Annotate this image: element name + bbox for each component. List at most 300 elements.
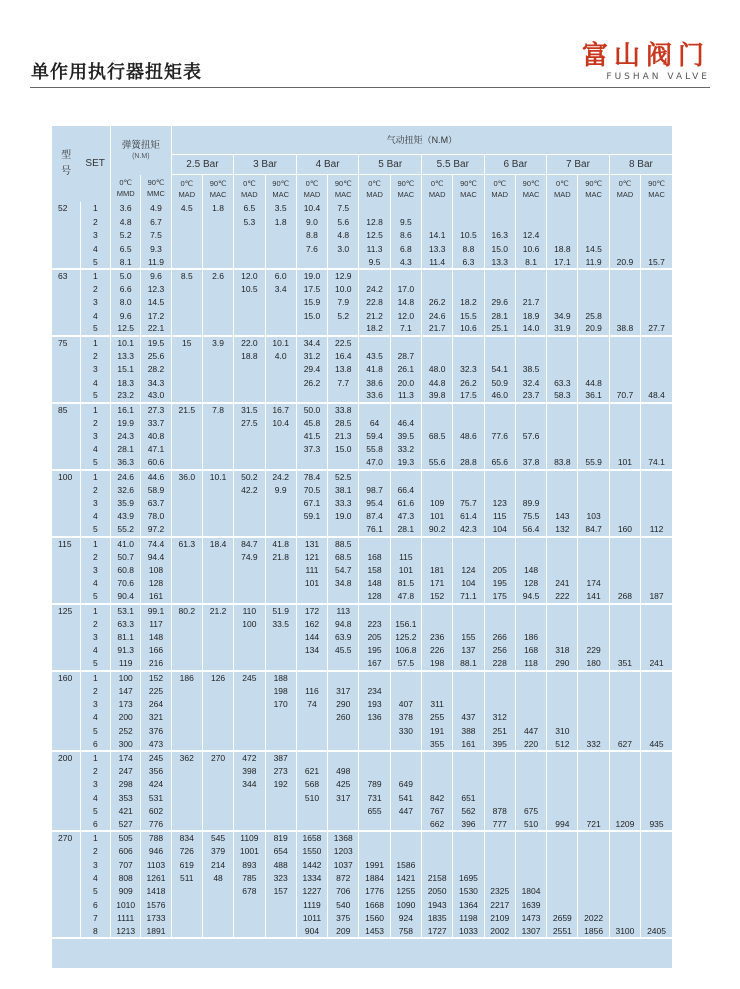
torque-cell: 4.8 xyxy=(328,229,359,242)
torque-cell: 1209 xyxy=(609,818,640,831)
torque-cell: 228 xyxy=(484,657,515,670)
torque-cell: 43.9 xyxy=(111,510,141,523)
torque-cell: 115 xyxy=(390,550,421,563)
torque-cell xyxy=(171,590,202,603)
torque-cell: 545 xyxy=(202,831,233,844)
torque-cell: 268 xyxy=(609,590,640,603)
torque-cell: 4.0 xyxy=(265,349,296,362)
torque-cell xyxy=(453,336,484,349)
torque-cell: 22.1 xyxy=(141,323,171,336)
torque-cell: 353 xyxy=(111,791,141,804)
torque-cell: 168 xyxy=(359,550,390,563)
torque-cell xyxy=(422,537,453,550)
torque-cell: 18.3 xyxy=(111,376,141,389)
torque-cell: 152 xyxy=(141,671,171,684)
torque-cell xyxy=(265,456,296,469)
torque-cell: 721 xyxy=(578,818,609,831)
torque-cell: 70.7 xyxy=(609,389,640,402)
torque-cell xyxy=(609,483,640,496)
table-row xyxy=(52,898,672,911)
torque-cell: 61.3 xyxy=(171,537,202,550)
torque-cell xyxy=(609,751,640,764)
torque-cell: 2158 xyxy=(422,872,453,885)
torque-cell xyxy=(296,590,327,603)
torque-cell: 74.4 xyxy=(141,537,171,550)
torque-cell xyxy=(422,684,453,697)
torque-cell xyxy=(265,724,296,737)
torque-cell: 2022 xyxy=(578,912,609,925)
torque-cell xyxy=(234,925,265,938)
torque-cell xyxy=(296,657,327,670)
torque-cell: 81.5 xyxy=(390,577,421,590)
torque-cell xyxy=(641,202,672,215)
torque-cell xyxy=(641,858,672,871)
torque-cell xyxy=(547,537,578,550)
torque-cell xyxy=(265,309,296,322)
torque-cell xyxy=(234,791,265,804)
torque-cell: 200 xyxy=(111,711,141,724)
torque-cell xyxy=(547,443,578,456)
torque-cell: 808 xyxy=(111,872,141,885)
table-row xyxy=(52,456,672,469)
table-row xyxy=(52,631,672,644)
torque-cell xyxy=(171,523,202,536)
torque-cell: 175 xyxy=(484,590,515,603)
torque-cell xyxy=(265,363,296,376)
header-divider xyxy=(30,87,710,88)
set-cell: 3 xyxy=(80,564,110,577)
torque-cell xyxy=(484,845,515,858)
torque-cell: 28.8 xyxy=(453,456,484,469)
torque-cell xyxy=(265,898,296,911)
torque-cell xyxy=(515,550,546,563)
torque-cell: 16.3 xyxy=(484,229,515,242)
torque-cell xyxy=(578,751,609,764)
torque-cell: 24.6 xyxy=(422,309,453,322)
set-cell: 2 xyxy=(80,617,110,630)
column-subheader: 0℃ MAD xyxy=(484,175,515,203)
torque-cell: 7.1 xyxy=(390,323,421,336)
torque-cell: 1001 xyxy=(234,845,265,858)
torque-cell: 25.1 xyxy=(484,323,515,336)
torque-cell: 34.4 xyxy=(296,336,327,349)
torque-cell: 1111 xyxy=(111,912,141,925)
torque-cell: 46.0 xyxy=(484,389,515,402)
torque-cell: 13.8 xyxy=(328,363,359,376)
table-row xyxy=(52,416,672,429)
torque-cell: 167 xyxy=(359,657,390,670)
torque-cell: 14.5 xyxy=(578,242,609,255)
torque-cell: 40.8 xyxy=(141,430,171,443)
torque-cell: 4.5 xyxy=(171,202,202,215)
torque-cell xyxy=(609,858,640,871)
torque-cell: 1255 xyxy=(390,885,421,898)
torque-cell: 10.0 xyxy=(328,282,359,295)
torque-cell: 28.1 xyxy=(111,443,141,456)
torque-cell xyxy=(171,684,202,697)
torque-cell: 57.6 xyxy=(515,430,546,443)
torque-cell: 424 xyxy=(141,778,171,791)
torque-cell xyxy=(547,349,578,362)
torque-cell: 70.5 xyxy=(296,483,327,496)
torque-cell xyxy=(641,872,672,885)
torque-cell xyxy=(641,282,672,295)
table-row xyxy=(52,349,672,362)
torque-cell: 56.4 xyxy=(515,523,546,536)
torque-cell xyxy=(641,845,672,858)
torque-cell xyxy=(202,564,233,577)
torque-cell: 38.8 xyxy=(609,323,640,336)
table-row xyxy=(52,764,672,777)
torque-cell xyxy=(484,470,515,483)
torque-cell: 247 xyxy=(111,764,141,777)
torque-cell: 10.1 xyxy=(111,336,141,349)
torque-cell xyxy=(171,778,202,791)
torque-cell: 11.9 xyxy=(141,256,171,269)
torque-cell: 318 xyxy=(547,644,578,657)
torque-cell: 63.9 xyxy=(328,631,359,644)
torque-cell: 562 xyxy=(453,805,484,818)
torque-cell: 1418 xyxy=(141,885,171,898)
torque-cell: 12.4 xyxy=(515,229,546,242)
torque-cell: 8.6 xyxy=(390,229,421,242)
torque-cell xyxy=(484,697,515,710)
torque-cell: 223 xyxy=(359,617,390,630)
torque-cell xyxy=(265,738,296,751)
torque-cell: 116 xyxy=(296,684,327,697)
pressure-header: 3 Bar xyxy=(234,155,297,175)
torque-cell xyxy=(422,282,453,295)
torque-cell xyxy=(234,456,265,469)
torque-cell: 152 xyxy=(422,590,453,603)
torque-cell xyxy=(422,416,453,429)
torque-cell: 311 xyxy=(422,697,453,710)
torque-cell: 11.3 xyxy=(359,242,390,255)
torque-cell xyxy=(390,831,421,844)
torque-cell xyxy=(641,631,672,644)
torque-cell: 45.5 xyxy=(328,644,359,657)
torque-cell: 47.0 xyxy=(359,456,390,469)
torque-cell xyxy=(515,470,546,483)
torque-cell xyxy=(547,697,578,710)
torque-cell xyxy=(265,925,296,938)
logo-subtitle: FUSHAN VALVE xyxy=(606,72,710,82)
torque-cell xyxy=(202,885,233,898)
torque-cell: 1776 xyxy=(359,885,390,898)
table-row xyxy=(52,202,672,215)
torque-cell xyxy=(609,831,640,844)
torque-cell: 10.1 xyxy=(202,470,233,483)
torque-cell xyxy=(296,389,327,402)
torque-cell: 10.4 xyxy=(265,416,296,429)
torque-cell xyxy=(453,697,484,710)
torque-cell xyxy=(171,323,202,336)
torque-cell xyxy=(609,845,640,858)
table-row xyxy=(52,697,672,710)
torque-cell xyxy=(578,564,609,577)
torque-cell: 378 xyxy=(390,711,421,724)
torque-cell xyxy=(202,778,233,791)
torque-cell xyxy=(202,363,233,376)
torque-cell: 71.1 xyxy=(453,590,484,603)
column-subheader: 90℃ MAC xyxy=(578,175,609,203)
table-row xyxy=(52,403,672,416)
torque-cell xyxy=(202,349,233,362)
torque-cell: 48.4 xyxy=(641,389,672,402)
torque-cell: 17.1 xyxy=(547,256,578,269)
torque-cell xyxy=(234,430,265,443)
torque-cell xyxy=(359,724,390,737)
torque-cell xyxy=(484,336,515,349)
torque-cell xyxy=(265,631,296,644)
torque-cell xyxy=(296,323,327,336)
set-cell: 6 xyxy=(80,818,110,831)
torque-cell xyxy=(453,858,484,871)
torque-cell xyxy=(202,296,233,309)
torque-cell xyxy=(453,751,484,764)
torque-cell xyxy=(328,657,359,670)
torque-cell: 75.5 xyxy=(515,510,546,523)
torque-cell: 226 xyxy=(422,644,453,657)
set-cell: 2 xyxy=(80,764,110,777)
torque-cell xyxy=(515,791,546,804)
torque-cell: 37.8 xyxy=(515,456,546,469)
torque-cell: 117 xyxy=(141,617,171,630)
torque-cell: 186 xyxy=(515,631,546,644)
torque-cell: 47.1 xyxy=(141,443,171,456)
torque-cell: 35.9 xyxy=(111,497,141,510)
torque-cell: 767 xyxy=(422,805,453,818)
torque-cell xyxy=(202,323,233,336)
torque-cell xyxy=(265,296,296,309)
torque-cell: 28.5 xyxy=(328,416,359,429)
torque-cell: 312 xyxy=(484,711,515,724)
torque-cell xyxy=(641,309,672,322)
torque-cell: 8.1 xyxy=(111,256,141,269)
torque-cell xyxy=(359,671,390,684)
torque-cell: 33.6 xyxy=(359,389,390,402)
torque-cell xyxy=(202,282,233,295)
torque-cell: 6.5 xyxy=(234,202,265,215)
torque-cell: 1943 xyxy=(422,898,453,911)
torque-cell xyxy=(202,577,233,590)
torque-cell: 78.0 xyxy=(141,510,171,523)
torque-cell: 42.2 xyxy=(234,483,265,496)
torque-cell: 25.8 xyxy=(578,309,609,322)
torque-cell xyxy=(422,336,453,349)
set-cell: 4 xyxy=(80,376,110,389)
torque-cell xyxy=(609,898,640,911)
torque-cell xyxy=(171,296,202,309)
table-row xyxy=(52,617,672,630)
torque-cell: 5.6 xyxy=(328,215,359,228)
set-cell: 3 xyxy=(80,778,110,791)
table-row xyxy=(52,256,672,269)
torque-cell: 1658 xyxy=(296,831,327,844)
torque-cell xyxy=(515,858,546,871)
torque-cell xyxy=(202,791,233,804)
torque-cell: 14.1 xyxy=(422,229,453,242)
torque-cell xyxy=(265,818,296,831)
brand-logo xyxy=(582,42,710,82)
torque-cell xyxy=(328,724,359,737)
torque-cell xyxy=(202,738,233,751)
torque-cell: 447 xyxy=(515,724,546,737)
torque-cell: 17.2 xyxy=(141,309,171,322)
torque-cell xyxy=(515,845,546,858)
table-row xyxy=(52,684,672,697)
torque-cell: 758 xyxy=(390,925,421,938)
torque-cell xyxy=(515,215,546,228)
column-subheader: 90℃ MAC xyxy=(453,175,484,203)
torque-cell xyxy=(390,604,421,617)
torque-cell xyxy=(422,617,453,630)
torque-cell: 51.9 xyxy=(265,604,296,617)
torque-cell xyxy=(453,778,484,791)
torque-cell xyxy=(515,483,546,496)
spring-torque-header xyxy=(111,126,172,175)
torque-cell: 31.5 xyxy=(234,403,265,416)
torque-cell: 8.0 xyxy=(111,296,141,309)
torque-cell: 94.4 xyxy=(141,550,171,563)
torque-cell xyxy=(234,256,265,269)
torque-cell xyxy=(171,631,202,644)
torque-cell xyxy=(609,269,640,282)
pressure-header: 7 Bar xyxy=(547,155,610,175)
torque-cell xyxy=(609,336,640,349)
torque-cell: 36.3 xyxy=(111,456,141,469)
table-row xyxy=(52,269,672,282)
torque-cell: 8.5 xyxy=(171,269,202,282)
torque-cell xyxy=(359,604,390,617)
torque-cell: 64 xyxy=(359,416,390,429)
torque-cell: 317 xyxy=(328,791,359,804)
table-row xyxy=(52,282,672,295)
torque-cell xyxy=(390,684,421,697)
torque-cell: 1119 xyxy=(296,898,327,911)
torque-cell: 90.4 xyxy=(111,590,141,603)
torque-cell: 472 xyxy=(234,751,265,764)
torque-cell xyxy=(422,202,453,215)
torque-cell: 255 xyxy=(422,711,453,724)
torque-cell xyxy=(515,617,546,630)
torque-cell: 26.2 xyxy=(296,376,327,389)
torque-cell: 60.8 xyxy=(111,564,141,577)
torque-cell xyxy=(578,617,609,630)
torque-cell xyxy=(453,845,484,858)
torque-cell: 7.9 xyxy=(328,296,359,309)
torque-cell xyxy=(547,269,578,282)
torque-cell: 126 xyxy=(202,671,233,684)
torque-cell: 245 xyxy=(141,751,171,764)
torque-cell xyxy=(359,470,390,483)
torque-cell: 6.3 xyxy=(453,256,484,269)
torque-cell xyxy=(484,282,515,295)
torque-cell: 1364 xyxy=(453,898,484,911)
torque-cell xyxy=(359,537,390,550)
torque-cell: 147 xyxy=(111,684,141,697)
torque-cell xyxy=(609,631,640,644)
torque-cell xyxy=(515,443,546,456)
torque-cell: 38.6 xyxy=(359,376,390,389)
torque-cell: 2002 xyxy=(484,925,515,938)
torque-cell xyxy=(328,590,359,603)
torque-cell xyxy=(609,416,640,429)
column-subheader: 90℃ MAC xyxy=(641,175,672,203)
torque-cell xyxy=(234,577,265,590)
torque-cell: 181 xyxy=(422,564,453,577)
torque-cell: 195 xyxy=(484,577,515,590)
torque-cell: 25.6 xyxy=(141,349,171,362)
set-cell: 2 xyxy=(80,845,110,858)
torque-cell: 173 xyxy=(111,697,141,710)
torque-cell: 1804 xyxy=(515,885,546,898)
table-row xyxy=(52,657,672,670)
torque-cell: 789 xyxy=(359,778,390,791)
torque-cell: 22.0 xyxy=(234,336,265,349)
torque-cell xyxy=(202,711,233,724)
torque-cell: 2551 xyxy=(547,925,578,938)
torque-cell: 2405 xyxy=(641,925,672,938)
torque-cell xyxy=(515,604,546,617)
torque-cell xyxy=(171,577,202,590)
torque-cell: 59.1 xyxy=(296,510,327,523)
torque-cell xyxy=(515,684,546,697)
torque-cell: 109 xyxy=(422,497,453,510)
torque-cell xyxy=(234,898,265,911)
torque-cell: 148 xyxy=(359,577,390,590)
torque-cell xyxy=(265,256,296,269)
torque-cell: 3.9 xyxy=(202,336,233,349)
torque-cell: 4.3 xyxy=(390,256,421,269)
torque-cell: 1668 xyxy=(359,898,390,911)
torque-cell: 290 xyxy=(547,657,578,670)
torque-cell: 33.8 xyxy=(328,403,359,416)
torque-cell: 251 xyxy=(484,724,515,737)
torque-cell: 174 xyxy=(578,577,609,590)
torque-cell xyxy=(359,738,390,751)
torque-cell: 9.0 xyxy=(296,215,327,228)
torque-cell xyxy=(641,831,672,844)
torque-cell xyxy=(171,510,202,523)
torque-cell xyxy=(641,885,672,898)
torque-cell: 19.5 xyxy=(141,336,171,349)
torque-cell: 29.4 xyxy=(296,363,327,376)
column-subheader: 90℃ MAC xyxy=(265,175,296,203)
torque-cell xyxy=(578,416,609,429)
torque-cell: 1550 xyxy=(296,845,327,858)
torque-cell: 1891 xyxy=(141,925,171,938)
torque-cell xyxy=(328,389,359,402)
torque-cell xyxy=(202,456,233,469)
torque-cell xyxy=(202,510,233,523)
torque-cell: 5.0 xyxy=(111,269,141,282)
torque-cell: 1576 xyxy=(141,898,171,911)
torque-cell: 172 xyxy=(296,604,327,617)
torque-cell: 123 xyxy=(484,497,515,510)
torque-cell: 76.1 xyxy=(359,523,390,536)
torque-cell: 70.6 xyxy=(111,577,141,590)
torque-cell: 924 xyxy=(390,912,421,925)
torque-cell xyxy=(641,403,672,416)
torque-cell: 22.8 xyxy=(359,296,390,309)
torque-cell: 81.1 xyxy=(111,631,141,644)
torque-cell: 88.1 xyxy=(453,657,484,670)
torque-cell: 191 xyxy=(422,724,453,737)
torque-cell: 11.3 xyxy=(390,389,421,402)
torque-cell xyxy=(328,456,359,469)
set-cell: 5 xyxy=(80,323,110,336)
